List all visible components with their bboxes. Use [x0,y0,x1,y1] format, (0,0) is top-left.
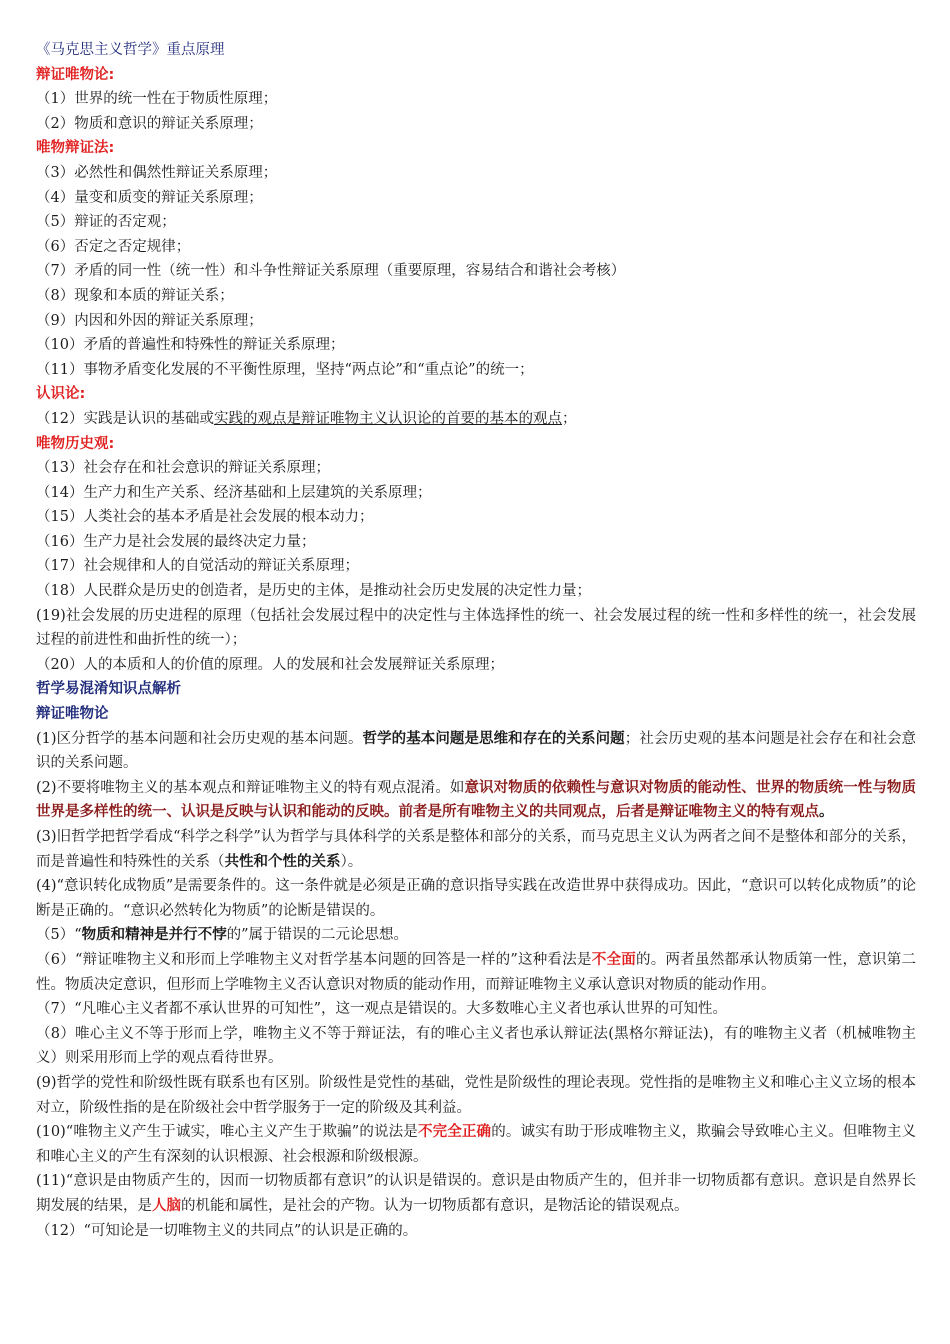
red-text: 不全面 [591,950,637,968]
confusion-point: （7）“凡唯心主义者都不承认世界的可知性”，这一观点是错误的。大多数唯心主义者也承认世界的可知性。 [36,1001,728,1018]
point-text: 。 [819,803,834,821]
principle-item: （1）世界的统一性在于物质性原理； [36,91,278,108]
red-text: 不完全正确 [417,1123,492,1141]
point-text: 的”属于错误的二元论思想。 [226,927,409,944]
principle-item: （2）物质和意识的辩证关系原理； [36,115,263,132]
point-text: (10)“唯物主义产生于诚实，唯心主义产生于欺骗”的说法是 [36,1124,418,1141]
principle-item: （14）生产力和生产关系、经济基础和上层建筑的关系原理； [36,484,432,501]
section-heading-epistemology: 认识论: [36,386,86,403]
confusion-point [36,923,916,948]
bold-text: 哲学的基本问题是思维和存在的关系问题 [362,729,625,747]
section-heading-materialist-dialectics: 唯物辩证法: [36,140,115,157]
bold-text: 共性和个性的关系 [224,852,341,870]
point-text: 的。两者虽然都承认物质第一性，意识第二性。物质决定意识，但形而上学唯物主义否认意识对物质的能动作用，而辩证唯物主义承认意识对物质的能动作用。 [36,951,916,993]
document-page [36,38,916,1243]
item-text: （12）实践是认识的基础或 [36,410,214,427]
principle-item: (19)社会发展的历史进程的原理（包括社会发展过程中的决定性与主体选择性的统一、社会发展过程的统一性和多样性的统一，社会发展过程的前进性和曲折性的统一）； [36,607,916,649]
point-text: （5）“ [36,927,82,944]
section-heading-dialectical-materialism: 辩证唯物论: [36,66,115,83]
principle-item: （3）必然性和偶然性辩证关系原理； [36,164,278,181]
point-text: （6）“辩证唯物主义和形而上学唯物主义对哲学基本问题的回答是一样的”这种看法是 [36,951,592,968]
confusion-point: （12）“可知论是一切唯物主义的共同点”的认识是正确的。 [36,1222,418,1239]
confusion-point [36,727,916,776]
point-text: 的。诚实有助于形成唯物主义，欺骗会导致唯心主义。但唯物主义和唯心主义的产生有深刻的认识根源、社会根源和阶级根源。 [36,1124,917,1165]
underlined-text: 实践的观点是辩证唯物主义认识论的首要的基本的观点 [213,410,562,427]
principle-item: （9）内因和外因的辩证关系原理； [36,312,263,329]
confusion-point [36,1120,916,1169]
principle-item: （15）人类社会的基本矛盾是社会发展的根本动力； [36,509,374,526]
confusion-point [36,776,916,825]
bold-text: 物质和精神是并行不悖 [81,926,227,944]
confusion-point: （8）唯心主义不等于形而上学，唯物主义不等于辩证法，有的唯心主义者也承认辩证法(黑格尔辩证法)，有的唯物主义者（机械唯物主义）则采用形而上学的观点看待世界。 [36,1025,916,1067]
principle-item: （8）现象和本质的辩证关系； [36,287,234,304]
point-text: ）。 [340,853,363,870]
principle-item: （20）人的本质和人的价值的原理。人的发展和社会发展辩证关系原理； [36,656,504,673]
point-text: 的机能和属性，是社会的产物。认为一切物质都有意识，是物活论的错误观点。 [181,1197,689,1214]
point-text: (3)旧哲学把哲学看成“科学之科学”认为哲学与具体科学的关系是整体和部分的关系，而马克思主义认为两者之间不是整体和部分的关系，而是普遍性和特殊性的关系（ [36,829,916,870]
confusion-point [36,948,916,997]
principle-item: （4）量变和质变的辩证关系原理； [36,189,263,206]
principle-item: （13）社会存在和社会意识的辩证关系原理； [36,460,330,477]
confusion-subheading: 辩证唯物论 [36,706,109,723]
principle-item: （17）社会规律和人的自觉活动的辩证关系原理； [36,558,359,575]
principle-item: （18）人民群众是历史的创造者，是历史的主体，是推动社会历史发展的决定性力量； [36,583,591,600]
principle-item: （10）矛盾的普遍性和特殊性的辩证关系原理； [36,337,345,354]
principle-item: （16）生产力是社会发展的最终决定力量； [36,533,316,550]
point-text: (2)不要将唯物主义的基本观点和辩证唯物主义的特有观点混淆。如 [36,779,465,796]
principle-item [36,407,916,432]
principle-item: （5）辩证的否定观； [36,214,176,231]
confusion-section-heading: 哲学易混淆知识点解析 [36,681,181,698]
point-text: (1)区分哲学的基本问题和社会历史观的基本问题。 [36,730,363,747]
item-text: ； [561,410,577,427]
confusion-point [36,825,916,874]
confusion-point [36,1169,916,1218]
confusion-point: (9)哲学的党性和阶级性既有联系也有区别。阶级性是党性的基础，党性是阶级性的理论表现。党性指的是唯物主义和唯心主义立场的根本对立，阶级性指的是在阶级社会中哲学服务于一定的阶级及其利益。 [36,1074,916,1116]
confusion-point: (4)“意识转化成物质”是需要条件的。这一条件就是必须是正确的意识指导实践在改造世界中获得成功。因此，“意识可以转化成物质”的论断是正确的。“意识必然转化为物质”的论断是错误的。 [36,878,916,919]
red-text: 人脑 [152,1196,181,1214]
principle-item: （6）否定之否定规律； [36,238,191,255]
document-title: 《马克思主义哲学》重点原理 [36,42,225,58]
principle-item: （7）矛盾的同一性（统一性）和斗争性辩证关系原理（重要原理，容易结合和谐社会考核） [36,263,626,280]
point-text: ；社会历史观的基本问题是社会存在和社会意识的关系问题。 [36,730,917,772]
point-text: (11)“意识是由物质产生的，因而一切物质都有意识”的认识是错误的。意识是由物质产生的，但并非一切物质都有意识。意识是自然界长期发展的结果，是 [36,1173,916,1214]
principle-item: （11）事物矛盾变化发展的不平衡性原理，坚持“两点论”和“重点论”的统一； [36,361,534,378]
highlighted-text: 意识对物质的依赖性与意识对物质的能动性、世界的物质统一性与物质世界是多样性的统一、认识是反映与认识和能动的反映。前者是所有唯物主义的共同观点，后者是辩证唯物主义的特有观点 [36,778,916,821]
section-heading-historical-materialism: 唯物历史观: [36,435,115,452]
